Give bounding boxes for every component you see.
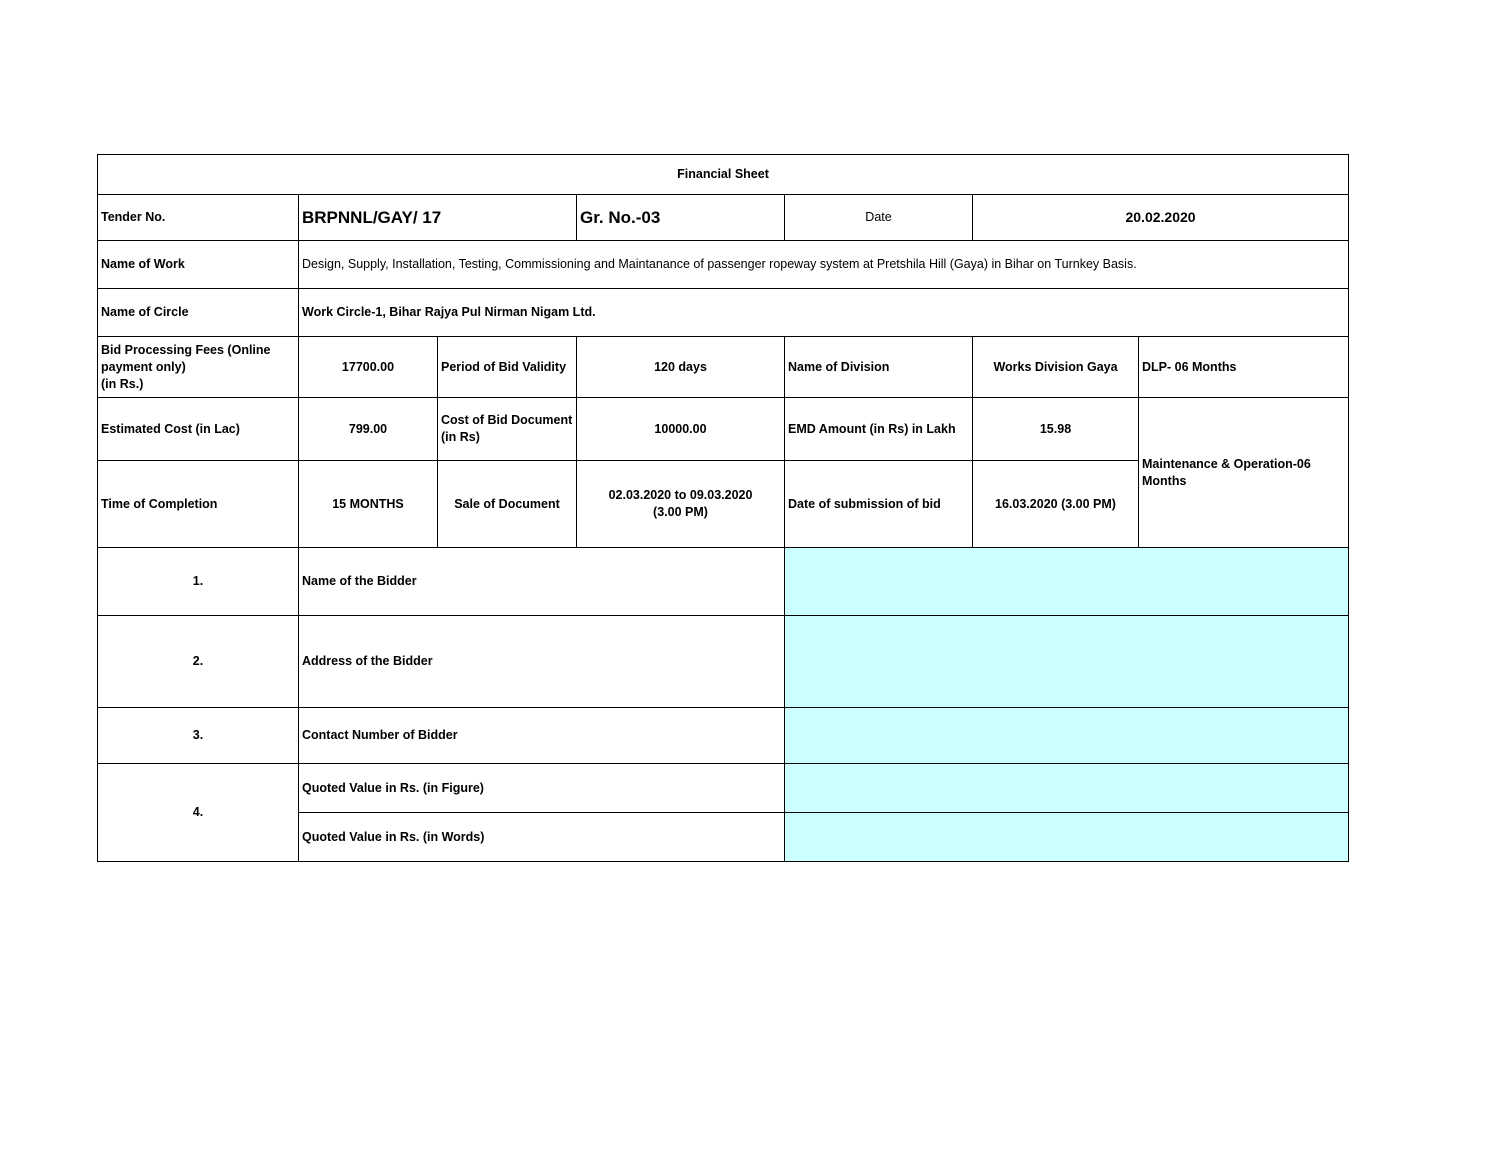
sale-label: Sale of Document <box>438 461 577 548</box>
bid-validity-label: Period of Bid Validity <box>438 337 577 398</box>
sheet-title: Financial Sheet <box>98 155 1349 195</box>
cost-of-document-label: Cost of Bid Document (in Rs) <box>438 398 577 461</box>
sale-value <box>577 461 785 548</box>
quoted-figure-label: Quoted Value in Rs. (in Figure) <box>299 764 785 813</box>
quoted-figure-entry[interactable] <box>785 764 1349 813</box>
bidder-name-label: Name of the Bidder <box>299 548 785 616</box>
bidder-row-number: 2. <box>98 616 299 708</box>
tender-no-label: Tender No. <box>98 195 299 241</box>
bidder-contact-label: Contact Number of Bidder <box>299 708 785 764</box>
emd-label: EMD Amount (in Rs) in Lakh <box>785 398 973 461</box>
bid-fees-label-line1: Bid Processing Fees (Online payment only) <box>101 342 271 374</box>
tender-no-value: BRPNNL/GAY/ 17 <box>299 195 577 241</box>
quoted-words-entry[interactable] <box>785 813 1349 862</box>
bidder-contact-entry[interactable] <box>785 708 1349 764</box>
completion-label: Time of Completion <box>98 461 299 548</box>
bid-fees-value: 17700.00 <box>299 337 438 398</box>
maintenance-value: Maintenance & Operation-06 Months <box>1139 398 1349 548</box>
bid-validity-value: 120 days <box>577 337 785 398</box>
name-of-work-value: Design, Supply, Installation, Testing, Commissioning and Maintanance of passenger ropeway system at Pretshila Hill (Gaya) in Bihar on Turnkey Basis. <box>299 241 1349 289</box>
submission-value: 16.03.2020 (3.00 PM) <box>973 461 1139 548</box>
bidder-address-entry[interactable] <box>785 616 1349 708</box>
division-label: Name of Division <box>785 337 973 398</box>
group-no: Gr. No.-03 <box>577 195 785 241</box>
emd-value: 15.98 <box>973 398 1139 461</box>
division-value: Works Division Gaya <box>973 337 1139 398</box>
dlp-value: DLP- 06 Months <box>1139 337 1349 398</box>
financial-sheet-table <box>97 154 1349 862</box>
bidder-row-number: 4. <box>98 764 299 862</box>
bidder-row-number: 3. <box>98 708 299 764</box>
sale-value-line1: 02.03.2020 to 09.03.2020 <box>608 488 753 502</box>
bidder-name-entry[interactable] <box>785 548 1349 616</box>
sale-value-line2: (3.00 PM) <box>653 505 708 519</box>
name-of-circle-label: Name of Circle <box>98 289 299 337</box>
completion-value: 15 MONTHS <box>299 461 438 548</box>
bidder-row-number: 1. <box>98 548 299 616</box>
date-value: 20.02.2020 <box>973 195 1349 241</box>
bid-fees-label <box>98 337 299 398</box>
bidder-address-label: Address of the Bidder <box>299 616 785 708</box>
estimated-cost-label: Estimated Cost (in Lac) <box>98 398 299 461</box>
name-of-work-label: Name of Work <box>98 241 299 289</box>
bid-fees-label-line2: (in Rs.) <box>101 376 144 391</box>
quoted-words-label: Quoted Value in Rs. (in Words) <box>299 813 785 862</box>
date-label: Date <box>785 195 973 241</box>
estimated-cost-value: 799.00 <box>299 398 438 461</box>
submission-label: Date of submission of bid <box>785 461 973 548</box>
name-of-circle-value: Work Circle-1, Bihar Rajya Pul Nirman Nigam Ltd. <box>299 289 1349 337</box>
cost-of-document-value: 10000.00 <box>577 398 785 461</box>
